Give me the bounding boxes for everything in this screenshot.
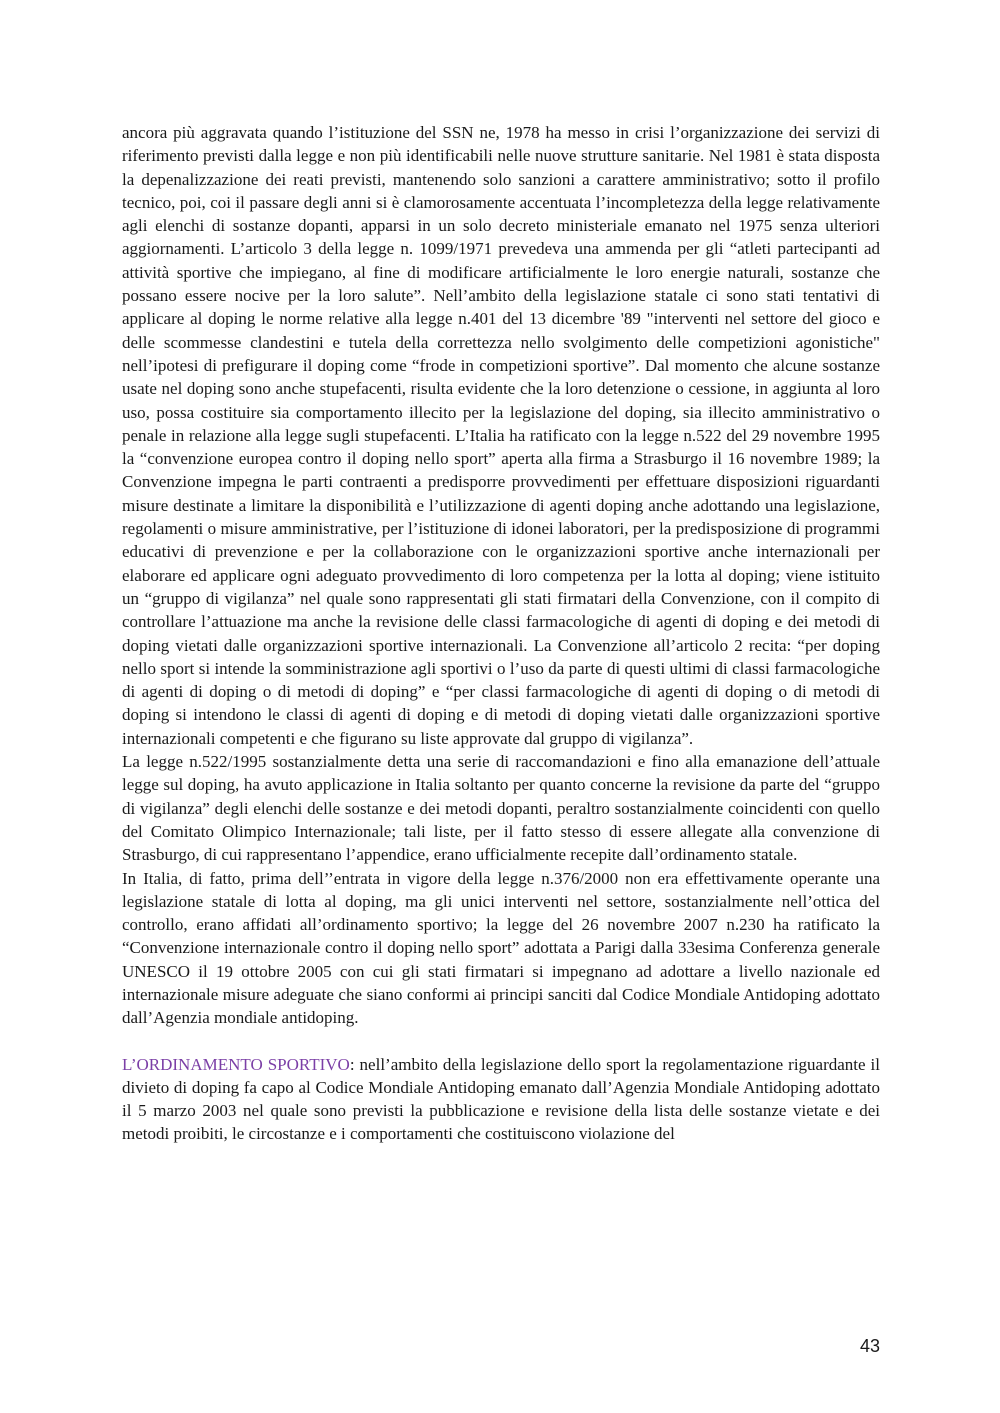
paragraph-3: In Italia, di fatto, prima dell’’entrata in vigore della legge n.376/2000 non era effettivamente operante una legislazione statale di lotta al doping, ma gli unici interventi nel settore, sostanzialmente nell’ottica del controllo, erano affidati all’ordinamento sportivo; la legge del 26 novembre 2007 n.230 ha ratificato la “Convenzione internazionale contro il doping nello sport” adottata a Parigi dalla 33esima Conferenza generale UNESCO il 19 ottobre 2005 con cui gli stati firmatari si impegnano ad adottare a livello nazionale ed internazionale misure adeguate che siano conformi ai principi sanciti dal Codice Mondiale Antidoping adottato dall’Agenzia mondiale antidoping. — [122, 868, 880, 1028]
section-paragraph — [122, 1053, 880, 1146]
paragraph-spacer — [122, 1030, 880, 1053]
paragraph-2: La legge n.522/1995 sostanzialmente detta una serie di raccomandazioni e fino alla emanazione dell’attuale legge sul doping, ha avuto applicazione in Italia soltanto per quanto concerne la revisione da parte del “gruppo di vigilanza” degli elenchi delle sostanze e dei metodi dopanti, peraltro sostanzialmente coincidenti con quello del Comitato Olimpico Internazionale; tali liste, per il fatto stesso di essere allegate alla convenzione di Strasburgo, di cui rappresentano l’appendice, erano ufficialmente recepite dall’ordinamento statale. — [122, 752, 880, 865]
page-number: 43 — [859, 1336, 880, 1356]
paragraph-1: ancora più aggravata quando l’istituzione del SSN ne, 1978 ha messo in crisi l’organizzazione dei servizi di riferimento previsti dalla legge e non più identificabili nelle nuove strutture sanitarie. Nel 1981 è stata disposta la depenalizzazione dei reati previsti, mantenendo solo sanzioni a carattere amministrativo; sotto il profilo tecnico, poi, coi il passare degli anni si è clamorosamente accentuata l’incompletezza della legge relativamente agli elenchi di sostanze dopanti, apparsi in un solo decreto ministeriale emanato nel 1975 senza ulteriori aggiornamenti. L’articolo 3 della legge n. 1099/1971 prevedeva una ammenda per gli “atleti partecipanti ad attività sportive che impiegano, al fine di modificare artificialmente le loro energie naturali, sostanze che possano essere nocive per la loro salute”. Nell’ambito della legislazione statale ci sono stati tentativi di applicare al doping le norme relative alla legge n.401 del 13 dicembre '89 "interventi nel settore del gioco e delle scommesse clandestini e tutela della correttezza nello svolgimento delle competizioni agonistiche" nell’ipotesi di prefigurare il doping come “frode in competizioni sportive”. Dal momento che alcune sostanze usate nel doping sono anche stupefacenti, risulta evidente che la loro detenzione o cessione, in aggiunta al loro uso, possa costituire sia comportamento illecito per la legislazione del doping, sia illecito amministrativo o penale in relazione alla legge sugli stupefacenti. L’Italia ha ratificato con la legge n.522 del 29 novembre 1995 la “convenzione europea contro il doping nello sport” aperta alla firma a Strasburgo il 16 novembre 1989; la Convenzione impegna le parti contraenti a predisporre provvedimenti per effettuare disposizioni riguardanti misure destinate a limitare la disponibilità e l’utilizzazione di agenti doping anche adottando una legislazione, regolamenti o misure amministrative, per l’istituzione di idonei laboratori, per la predisposizione di programmi educativi di prevenzione e per la collaborazione con le organizzazioni sportive anche internazionali per elaborare ed applicare ogni adeguato provvedimento di loro competenza per la lotta al doping; viene istituito un “gruppo di vigilanza” nel quale sono rappresentati gli stati firmatari della Convenzione, con il compito di controllare l’attuazione ma anche la revisione delle classi farmacologiche di agenti di doping e dei metodi di doping vietati dalle organizzazioni sportive internazionali. La Convenzione all’articolo 2 recita: “per doping nello sport si intende la somministrazione agli sportivi o l’uso da parte di questi ultimi di classi farmacologiche di agenti di doping o di metodi di doping” e “per classi farmacologiche di agenti di doping o di metodi di doping si intendono le classi di agenti di doping e di metodi di doping vietati dalle organizzazioni sportive internazionali competenti e che figurano su liste approvate dal gruppo di vigilanza”. — [122, 123, 880, 748]
body-text — [122, 121, 880, 1146]
section-heading: L’ORDINAMENTO SPORTIVO — [122, 1054, 350, 1074]
section-separator: : — [349, 1054, 355, 1074]
section-text: nell’ambito della legislazione dello sport la regolamentazione riguardante il divieto di doping fa capo al Codice Mondiale Antidoping emanato dall’Agenzia Mondiale Antidoping adottato il 5 marzo 2003 nel quale sono previsti la pubblicazione e revisione della lista delle sostanze vietate e dei metodi proibiti, le circostanze e i comportamenti che costituiscono violazione del — [122, 1054, 880, 1144]
